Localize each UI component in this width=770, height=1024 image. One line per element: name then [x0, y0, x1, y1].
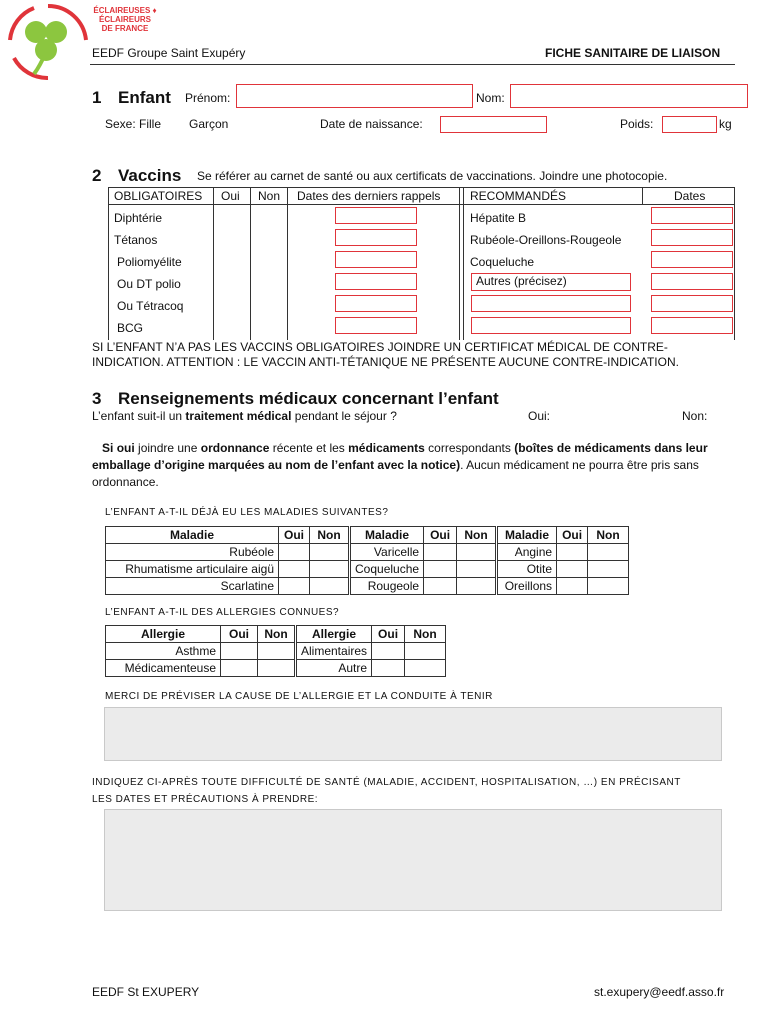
kg-label: kg [719, 117, 732, 131]
rec-date-field[interactable] [651, 317, 733, 334]
section-3-number: 3 [92, 389, 102, 408]
rappel-date-field[interactable] [335, 295, 417, 312]
section-1-number: 1 [92, 88, 102, 107]
vaccin-obligatoire: Ou Tétracoq [117, 299, 184, 313]
maladies-table: Maladie Oui Non Maladie Oui Non Maladie Oui Non Rubéole Varicelle Angine Rhumatisme articulaire aigü Coqueluche Otite Scarlatine Rougeole Oreillons [105, 526, 629, 595]
rec-date-field[interactable] [651, 251, 733, 268]
vaccin-recommande: Rubéole-Oreillons-Rougeole [470, 233, 622, 247]
vaccin-obligatoire: Tétanos [114, 233, 158, 247]
vaccins-head-oui: Oui [221, 189, 240, 203]
vaccins-warning-1: SI L’ENFANT N’A PAS LES VACCINS OBLIGATOIRES JOINDRE UN CERTIFICAT MÉDICAL DE CONTRE- [92, 340, 668, 354]
rec-date-field[interactable] [651, 295, 733, 312]
footer-email[interactable]: st.exupery@eedf.asso.fr [594, 985, 725, 999]
vaccins-head-obligatoires: OBLIGATOIRES [114, 189, 203, 203]
table-row: Médicamenteuse Autre [106, 660, 446, 677]
vaccin-recommande: Coqueluche [470, 255, 535, 269]
difficulte-textarea[interactable] [104, 809, 722, 911]
table-row: Rhumatisme articulaire aigü Coqueluche Otite [106, 561, 629, 578]
prenom-label: Prénom: [185, 91, 231, 105]
footer-left: EEDF St EXUPERY [92, 985, 200, 999]
header-group: EEDF Groupe Saint Exupéry [92, 46, 246, 60]
header-rule [90, 64, 735, 65]
allergies-title: L’ENFANT A-T-IL DES ALLERGIES CONNUES? [105, 607, 340, 618]
rec-date-field[interactable] [651, 207, 733, 224]
traitement-question: L’enfant suit-il un traitement médical pendant le séjour ? [92, 409, 397, 423]
rec-date-field[interactable] [651, 229, 733, 246]
header-title: FICHE SANITAIRE DE LIAISON [545, 46, 721, 60]
vaccins-intro: Se référer au carnet de santé ou aux certificats de vaccinations. Joindre une photocopie. [197, 169, 668, 183]
cause-title: MERCI DE PRÉVISER LA CAUSE DE L’ALLERGIE ET LA CONDUITE À TENIR [105, 691, 493, 702]
cause-textarea[interactable] [104, 707, 722, 761]
section-3-title: Renseignements médicaux concernant l’enfant [118, 389, 499, 408]
sexe-fille-label: Sexe: Fille [105, 117, 162, 131]
vaccin-recommande: Hépatite B [470, 211, 527, 225]
rappel-date-field[interactable] [335, 251, 417, 268]
garcon-label: Garçon [189, 117, 229, 131]
table-row: Rubéole Varicelle Angine [106, 544, 629, 561]
section-2-title: Vaccins [118, 166, 182, 185]
prenom-field[interactable] [236, 84, 473, 108]
vaccin-obligatoire: Poliomyélite [117, 255, 182, 269]
nom-label: Nom: [476, 91, 505, 105]
ordonnance-paragraph: Si oui joindre une ordonnance récente et les médicaments correspondants (boîtes de médicaments dans leur emballage d’origine marquées au nom de l’enfant avec la notice). Aucun médicament ne pourra être pris sans ordonnance. [92, 441, 708, 489]
dob-label: Date de naissance: [320, 117, 423, 131]
dob-field[interactable] [440, 116, 547, 133]
vaccins-warning-2: INDICATION. ATTENTION : LE VACCIN ANTI-TÉTANIQUE NE PRÉSENTE AUCUNE CONTRE-INDICATION. [92, 355, 679, 369]
rappel-date-field[interactable] [335, 229, 417, 246]
vaccin-obligatoire: BCG [117, 321, 144, 335]
poids-field[interactable] [662, 116, 717, 133]
vaccins-head-recommandes: RECOMMANDÉS [470, 189, 567, 203]
traitement-oui[interactable]: Oui: [528, 409, 551, 423]
rappel-date-field[interactable] [335, 273, 417, 290]
table-row: Scarlatine Rougeole Oreillons [106, 578, 629, 595]
rec-date-field[interactable] [651, 273, 733, 290]
h-maladie: Maladie [106, 527, 279, 544]
vaccins-head-non: Non [258, 189, 281, 203]
rappel-date-field[interactable] [335, 207, 417, 224]
table-row: Asthme Alimentaires [106, 643, 446, 660]
difficulte-title-1: INDIQUEZ CI-APRÈS TOUTE DIFFICULTÉ DE SANTÉ (MALADIE, ACCIDENT, HOSPITALISATION, …) EN PRÉCISANT [92, 777, 681, 788]
nom-field[interactable] [510, 84, 748, 108]
autres-vaccin-field-3[interactable] [471, 317, 631, 334]
vaccin-obligatoire: Ou DT polio [117, 277, 181, 291]
difficulte-title-2: LES DATES ET PRÉCAUTIONS À PRENDRE: [92, 794, 319, 805]
section-2-number: 2 [92, 166, 102, 185]
vaccins-head-dates: Dates des derniers rappels [297, 189, 441, 203]
rappel-date-field[interactable] [335, 317, 417, 334]
maladies-title: L’ENFANT A-T-IL DÉJÀ EU LES MALADIES SUIVANTES? [105, 507, 389, 518]
logo-line2: DE FRANCE [101, 24, 149, 33]
vaccins-head-dates2: Dates [674, 189, 706, 203]
logo-line1: ÉCLAIREUSES ♦ ÉCLAIREURS [93, 6, 157, 24]
vaccin-obligatoire: Diphtérie [114, 211, 163, 225]
autres-vaccin-field-2[interactable] [471, 295, 631, 312]
eedf-logo [0, 0, 190, 80]
allergies-table: Allergie Oui Non Allergie Oui Non Asthme Alimentaires Médicamenteuse Autre [105, 625, 446, 677]
section-1-title: Enfant [118, 88, 171, 107]
autres-vaccin-field[interactable]: Autres (précisez) [471, 273, 631, 291]
poids-label: Poids: [620, 117, 654, 131]
traitement-non[interactable]: Non: [682, 409, 708, 423]
